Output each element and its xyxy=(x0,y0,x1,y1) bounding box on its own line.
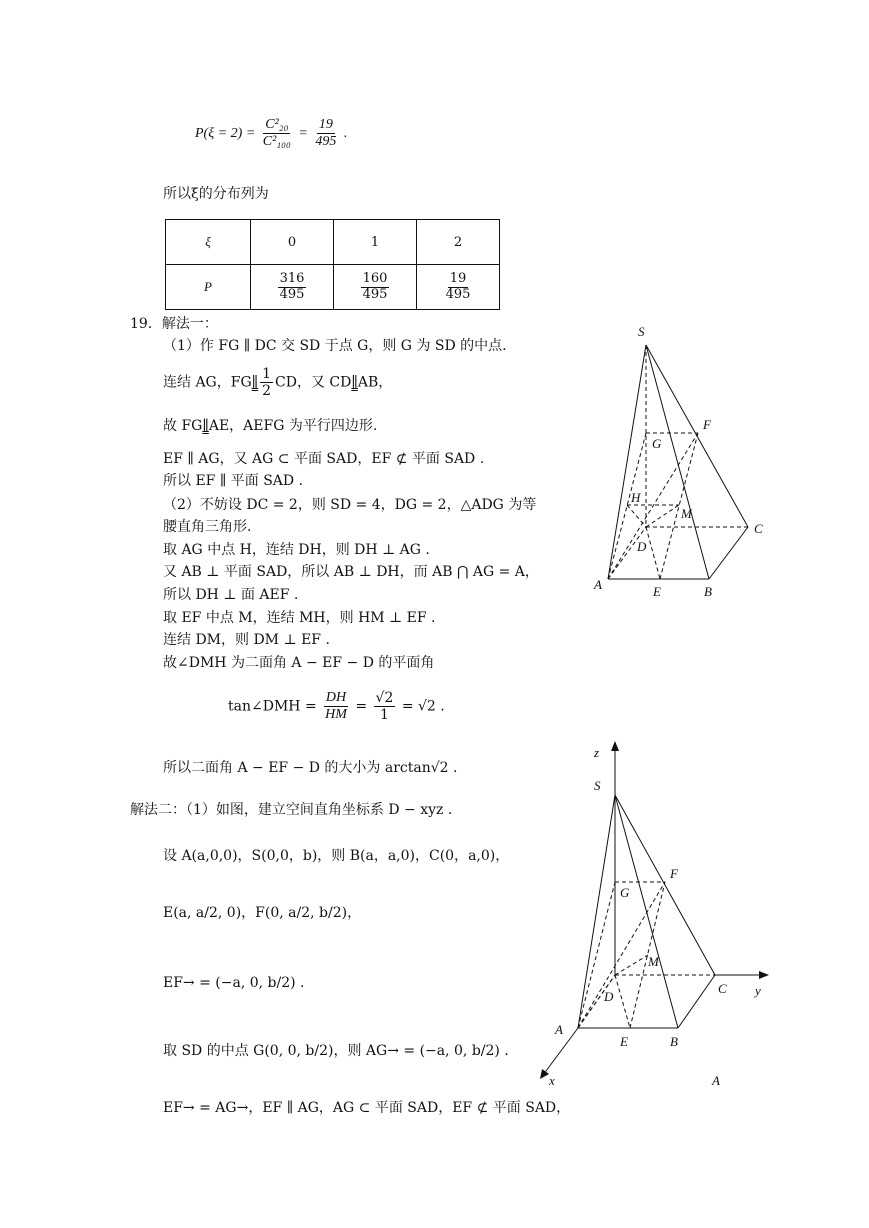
fig2-label-E: E xyxy=(620,1034,628,1049)
fig2-label-z: z xyxy=(594,745,600,760)
fig2-label-A: A xyxy=(555,1022,563,1037)
step-5: 所以 EF ∥ 平面 SAD . xyxy=(163,473,304,489)
fig1-label-F: F xyxy=(703,417,711,432)
x-axis-arrow-icon xyxy=(540,1069,549,1079)
fig2-label-F: F xyxy=(670,866,678,881)
q19-heading: 19．解法一： xyxy=(130,316,218,332)
fig1-label-A: A xyxy=(594,577,602,592)
z-axis-arrow-icon xyxy=(611,741,619,751)
fig1-label-B: B xyxy=(704,584,712,599)
p2-fraction-value: $\frac{19}{495}$ xyxy=(315,117,337,150)
fig1-label-D: D xyxy=(637,539,647,554)
step-6: （2）不妨设 DC = 2，则 SD = 4，DG = 2，△ADG 为等 xyxy=(163,497,537,513)
fig2-label-A-lower: A xyxy=(712,1073,720,1088)
figure-2-coordinates xyxy=(543,745,765,1075)
fig1-label-C: C xyxy=(754,521,763,536)
table-cell: $\frac{19}{495}$ xyxy=(417,265,500,310)
table-cell: $\frac{160}{495}$ xyxy=(334,265,417,310)
step-10: 所以 DH ⊥ 面 AEF . xyxy=(163,587,299,603)
p2-formula: P(ξ = 2) = $\frac{\text{C²₂₀}}{\text{C²₁₀₀}}$ = $\frac{19}{495}$ . xyxy=(195,117,348,150)
fig2-label-M: M xyxy=(648,954,659,969)
fig2-label-C: C xyxy=(718,981,727,996)
method-2-vector-ef: EF→ = (−a, 0, b/2) . xyxy=(163,975,305,991)
step-2: 连结 AG，FG∥ $\frac{1}{2}$ CD，又 CD∥AB， xyxy=(163,366,393,400)
table-row-symbol: P xyxy=(166,265,251,310)
figure-1-pyramid xyxy=(608,345,748,579)
fig1-label-H: H xyxy=(631,490,641,505)
fig1-label-E: E xyxy=(653,584,661,599)
fig1-label-G: G xyxy=(652,436,662,451)
fig2-label-B: B xyxy=(670,1034,678,1049)
fig2-label-G: G xyxy=(620,885,630,900)
step-12: 连结 DM，则 DM ⊥ EF . xyxy=(163,632,330,648)
step-4: EF ∥ AG，又 AG ⊂ 平面 SAD，EF ⊄ 平面 SAD . xyxy=(163,451,485,467)
step-11: 取 EF 中点 M，连结 MH，则 HM ⊥ EF . xyxy=(163,610,436,626)
fig2-label-D: D xyxy=(604,989,614,1004)
method-2-ef: E(a, a/2, 0)，F(0, a/2, b/2)， xyxy=(163,905,362,921)
p2-fraction-comb: $\frac{\text{C²₂₀}}{\text{C²₁₀₀}}$ xyxy=(262,117,291,150)
method-2-last: EF→ = AG→，EF ∥ AG，AG ⊂ 平面 SAD，EF ⊄ 平面 SAD， xyxy=(163,1100,571,1116)
table-cell: 1 xyxy=(334,220,417,265)
fig2-label-S: S xyxy=(594,778,601,793)
step-7: 腰直角三角形. xyxy=(163,519,252,535)
fig2-label-x: x xyxy=(549,1073,555,1088)
step-14: 所以二面角 A − EF − D 的大小为 arctan√2 . xyxy=(163,760,458,776)
method-2-g: 取 SD 的中点 G(0, 0, b/2)，则 AG→ = (−a, 0, b/2) . xyxy=(163,1043,509,1059)
step-3: 故 FG∥AE，AEFG 为平行四边形. xyxy=(163,418,378,434)
table-cell: $\frac{316}{495}$ xyxy=(251,265,334,310)
step-1: （1）作 FG ∥ DC 交 SD 于点 G，则 G 为 SD 的中点. xyxy=(163,338,507,354)
fig1-label-M: M xyxy=(681,506,692,521)
step-8: 取 AG 中点 H，连结 DH，则 DH ⊥ AG . xyxy=(163,542,430,558)
table-header-symbol: ξ xyxy=(166,220,251,265)
fig2-label-y: y xyxy=(755,983,761,998)
method-2-coords: 设 A(a,0,0)，S(0,0，b)，则 B(a，a,0)，C(0，a,0)， xyxy=(163,848,510,864)
table-cell: 0 xyxy=(251,220,334,265)
step-13: 故∠DMH 为二面角 A − EF − D 的平面角 xyxy=(163,655,435,671)
dist-intro: 所以ξ的分布列为 xyxy=(163,186,269,202)
tan-formula: tan∠DMH = $\frac{DH}{HM}$ = $\frac{√2}{1}$ = √2 . xyxy=(228,690,445,724)
step-9: 又 AB ⊥ 平面 SAD，所以 AB ⊥ DH，而 AB ⋂ AG = A， xyxy=(163,564,539,580)
method-2-heading: 解法二：（1）如图，建立空间直角坐标系 D − xyz . xyxy=(130,802,453,818)
table-cell: 2 xyxy=(417,220,500,265)
fig1-label-S: S xyxy=(638,324,645,339)
y-axis-arrow-icon xyxy=(759,971,769,979)
